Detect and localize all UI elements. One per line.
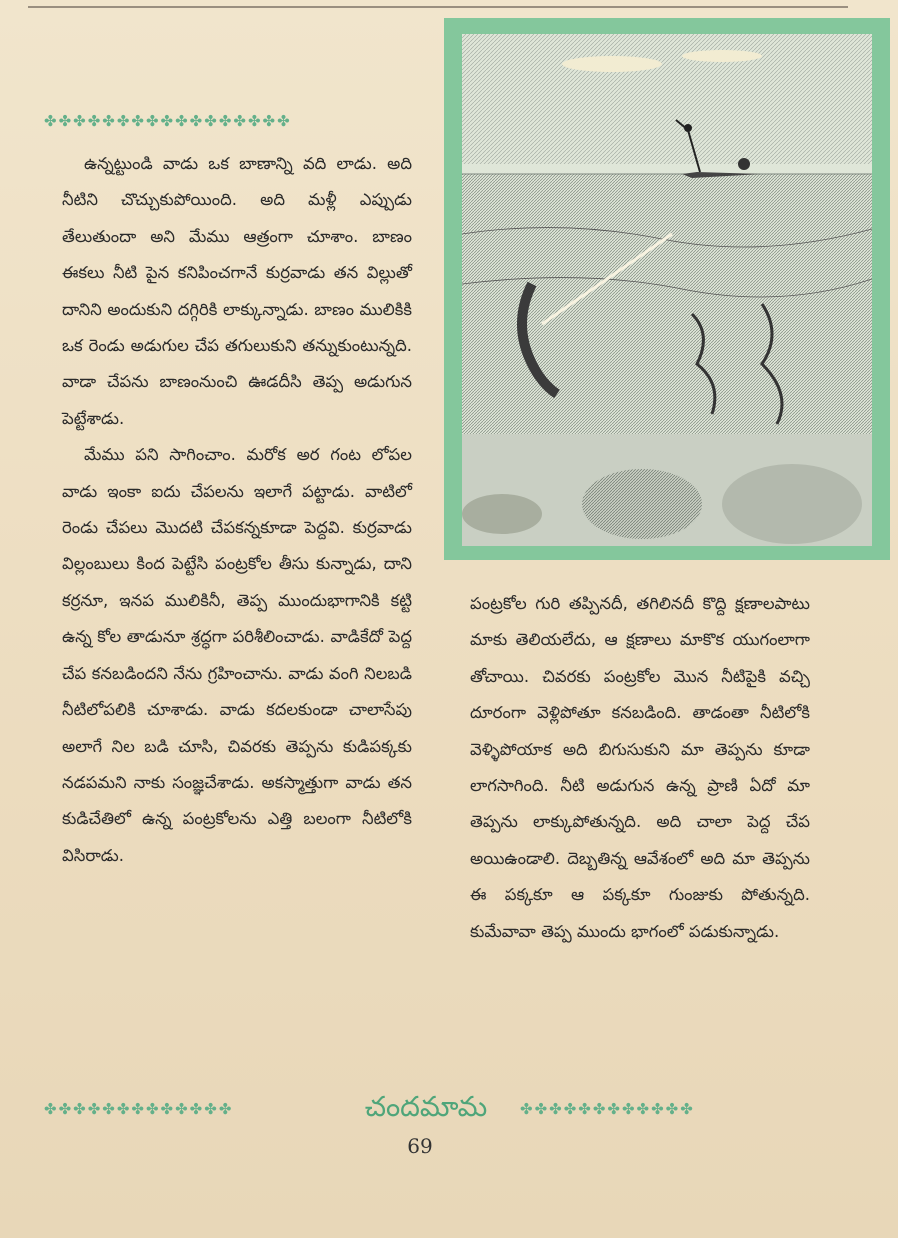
illustration-frame <box>444 18 890 560</box>
ornament-border-top: ✤✤✤✤✤✤✤✤✤✤✤✤✤✤✤✤✤ <box>44 112 292 130</box>
boat-fishing-scene-icon <box>462 34 872 546</box>
page-number: 69 <box>407 1134 433 1158</box>
magazine-name: చందమామ <box>364 1090 488 1123</box>
left-column <box>62 146 412 874</box>
ornament-border-bottom-right: ✤✤✤✤✤✤✤✤✤✤✤✤ <box>520 1100 695 1118</box>
right-column <box>470 586 810 950</box>
paragraph: పంట్రకోల గురి తప్పినదీ, తగిలినదీ కొద్ది క్షణాలపాటు మాకు తెలియలేదు, ఆ క్షణాలు మాకొక యుగంలాగా తోచాయి. చివరకు పంట్రకోల మొన నీటిపైకి వచ్చి దూరంగా వెళ్లిపోతూ కనబడింది. తాడంతా నీటిలోకి వెళ్ళిపోయాక అది బిగుసుకుని మా తెప్పను కూడా లాగసాగింది. నీటి అడుగున ఉన్న ప్రాణి ఏదో మా తెప్పను లాక్కుపోతున్నది. అది చాలా పెద్ద చేప అయిఉండాలి. దెబ్బతిన్న ఆవేశంలో అది మా తెప్పను ఈ పక్కకూ ఆ పక్కకూ గుంజుకు పోతున్నది. కుమేవావా తెప్ప ముందు భాగంలో పడుకున్నాడు. <box>470 594 810 941</box>
top-rule <box>28 6 848 8</box>
ornament-border-bottom-left: ✤✤✤✤✤✤✤✤✤✤✤✤✤ <box>44 1100 234 1118</box>
paragraph: ఉన్నట్టుండి వాడు ఒక బాణాన్ని వది లాడు. అది నీటిని చొచ్చుకుపోయింది. అది మళ్లీ ఎప్పుడు తేలుతుందా అని మేము ఆత్రంగా చూశాం. బాణం ఈకలు నీటి పైన కనిపించగానే కుర్రవాడు తన విల్లుతో దానిని అందుకుని దగ్గిరికి లాక్కున్నాడు. బాణం ములికికి ఒక రెండు అడుగుల చేప తగులుకుని తన్నుకుంటున్నది. వాడా చేపను బాణంనుంచి ఊడదీసి తెప్ప అడుగున పెట్టేశాడు. <box>62 154 412 428</box>
paragraph: మేము పని సాగించాం. మరోక అర గంట లోపల వాడు ఇంకా ఐదు చేపలను ఇలాగే పట్టాడు. వాటిలో రెండు చేపలు మొదటి చేపకన్నకూడా పెద్దవి. కుర్రవాడు విల్లంబులు కింద పెట్టేసి పంట్రకోల తీసు కున్నాడు, దాని కర్రనూ, ఇనప ములికినీ, తెప్ప ముందుభాగానికి కట్టి ఉన్న కోల తాడునూ శ్రద్ధగా పరిశీలించాడు. వాడికేదో పెద్ద చేప కనబడిందని నేను గ్రహించాను. వాడు వంగి నిలబడి నీటిలోపలికి చూశాడు. వాడు కదలకుండా చాలాసేపు అలాగే నిల బడి చూసి, చివరకు తెప్పను కుడిపక్కకు నడపమని నాకు సంజ్ఞచేశాడు. అకస్మాత్తుగా వాడు తన కుడిచేతిలో ఉన్న పంట్రకోలను ఎత్తి బలంగా నీటిలోకి విసిరాడు. <box>62 445 412 865</box>
